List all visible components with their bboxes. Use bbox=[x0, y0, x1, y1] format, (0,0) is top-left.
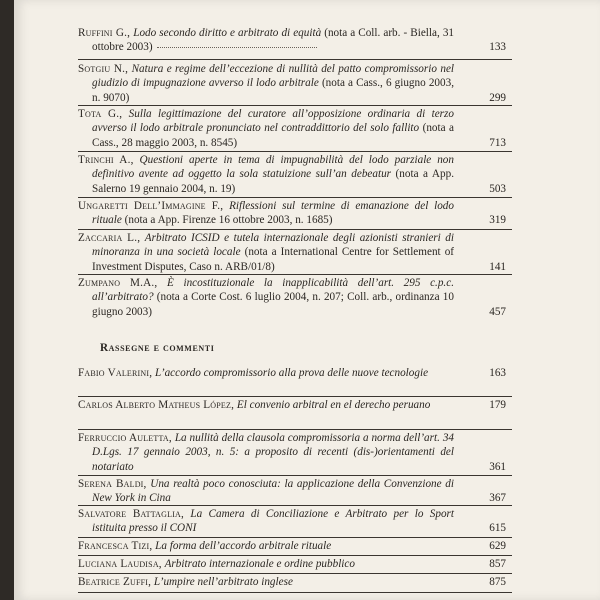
index-entry-matheus-lopez bbox=[78, 398, 512, 412]
entry-page-number: 503 bbox=[489, 182, 506, 195]
entry-divider bbox=[78, 475, 512, 476]
index-entry-sotgiu bbox=[78, 62, 512, 105]
entry-title: Arbitrato internazionale e ordine pubblico bbox=[164, 558, 355, 570]
entry-divider bbox=[78, 555, 512, 556]
entry-title: Natura e regime dell’eccezione di nullità del patto compromissorio nel giudizio di impugnazione avverso il lodo arbitrale bbox=[92, 63, 455, 90]
entry-title: Una realtà poco conosciuta: la applicazione della Convenzione di New York in Cina bbox=[92, 478, 454, 505]
entry-note: (nota a Cass., 28 maggio 2003, n. 8545) bbox=[92, 122, 455, 149]
entry-author: Ruffini G., bbox=[78, 27, 131, 39]
entry-divider bbox=[78, 105, 512, 106]
entry-page-number: 857 bbox=[489, 558, 506, 570]
entry-title: El convenio arbitral en el derecho peruano bbox=[236, 399, 431, 411]
entry-author: Ferruccio Auletta, bbox=[78, 432, 172, 444]
entry-page-number: 629 bbox=[489, 540, 506, 552]
entry-note: (nota a App. Salerno 19 gennaio 2004, n. 19) bbox=[92, 168, 454, 195]
entry-divider bbox=[78, 505, 512, 506]
entry-author: Sotgiu N., bbox=[78, 63, 129, 75]
dot-leader bbox=[157, 46, 317, 48]
entry-page-number: 367 bbox=[489, 492, 506, 505]
entry-author: Luciana Laudisa, bbox=[78, 558, 162, 570]
index-entry-ungaretti bbox=[78, 199, 512, 228]
index-entry-zaccaria bbox=[78, 231, 512, 274]
entry-title: Arbitrato ICSID e tutela internazionale degli azionisti stranieri di minoranza in una società locale bbox=[92, 232, 455, 259]
entry-page-number: 361 bbox=[489, 460, 506, 473]
entry-divider bbox=[78, 429, 512, 430]
entry-title: Riflessioni sul termine di emanazione del lodo rituale bbox=[92, 200, 454, 227]
entry-note: (nota a App. Firenze 16 ottobre 2003, n. 1685) bbox=[121, 214, 333, 227]
entry-title: La nullità della clausola compromissoria a norma dell’art. 34 D.Lgs. 17 gennaio 2003, n. 5: a proposito di recenti (dis-)orientamenti del notariato bbox=[92, 432, 455, 473]
entry-title: Lodo secondo diritto e arbitrato di equità bbox=[133, 27, 322, 39]
index-entry-valerini bbox=[78, 366, 512, 380]
entry-title: L’umpire nell’arbitrato inglese bbox=[153, 576, 293, 588]
entry-divider bbox=[78, 537, 512, 538]
entry-author: Fabio Valerini, bbox=[78, 367, 153, 379]
index-entry-tizi bbox=[78, 539, 512, 553]
entry-title: L’accordo compromissorio alla prova delle nuove tecnologie bbox=[155, 367, 429, 379]
entry-page-number: 163 bbox=[489, 367, 506, 379]
entry-divider bbox=[78, 197, 512, 198]
entry-author: Zumpano M.A., bbox=[78, 277, 158, 289]
book-page bbox=[14, 0, 600, 600]
index-entry-laudisa bbox=[78, 557, 512, 571]
entry-note: (nota a Cass., 6 giugno 2003, n. 9070) bbox=[92, 77, 454, 104]
entry-divider bbox=[78, 151, 512, 152]
entry-title: Questioni aperte in tema di impugnabilità del lodo parziale non definitivo avente ad oggetto la sola statuizione sull’an debeatur bbox=[92, 154, 454, 181]
entry-divider bbox=[78, 573, 512, 574]
entry-note: (nota a International Centre for Settlement of Investment Disputes, Caso n. ARB/01/8) bbox=[92, 246, 455, 273]
entry-author: Beatrice Zuffi, bbox=[78, 576, 152, 588]
entry-page-number: 141 bbox=[489, 260, 506, 273]
entry-divider bbox=[78, 592, 512, 593]
entry-page-number: 713 bbox=[489, 136, 506, 149]
entry-title: È incostituzionale la inapplicabilità dell’art. 295 c.p.c. all’arbitrato? bbox=[92, 277, 454, 304]
entry-divider bbox=[78, 274, 512, 275]
index-entry-zuffi bbox=[78, 575, 512, 589]
index-entry-zumpano bbox=[78, 276, 512, 319]
entry-author: Trinchi A., bbox=[78, 154, 134, 166]
index-entry-auletta bbox=[78, 431, 512, 474]
entry-author: Ungaretti Dell’Immagine F., bbox=[78, 200, 224, 212]
entry-divider bbox=[78, 59, 512, 60]
entry-page-number: 319 bbox=[489, 214, 506, 227]
index-entry-battaglia bbox=[78, 507, 512, 536]
entry-author: Carlos Alberto Matheus López, bbox=[78, 399, 235, 411]
entry-page-number: 875 bbox=[489, 576, 506, 588]
entry-page-number: 615 bbox=[489, 522, 506, 535]
entry-page-number: 299 bbox=[489, 91, 506, 104]
entry-title: La Camera di Conciliazione e Arbitrato per lo Sport istituita presso il CONI bbox=[92, 508, 455, 535]
entry-author: Tota G., bbox=[78, 108, 123, 120]
entry-page-number: 457 bbox=[489, 305, 506, 318]
section-heading: Rassegne e commenti bbox=[100, 342, 215, 354]
entry-author: Serena Baldi, bbox=[78, 478, 147, 490]
index-entry-tota bbox=[78, 107, 512, 150]
entry-divider bbox=[78, 396, 512, 397]
entry-author: Zaccaria L., bbox=[78, 232, 141, 244]
index-entry-ruffini bbox=[78, 26, 512, 55]
entry-author: Salvatore Battaglia, bbox=[78, 508, 185, 520]
index-entry-trinchi bbox=[78, 153, 512, 196]
entry-title: Sulla legittimazione del curatore all’opposizione ordinaria di terzo avverso il lodo arbitrale pronunciato nel contraddittorio del solo fallito bbox=[92, 108, 454, 135]
entry-divider bbox=[78, 229, 512, 230]
entry-note: (nota a Coll. arb. - Biella, 31 ottobre 2003) bbox=[92, 27, 455, 54]
entry-title: La forma dell’accordo arbitrale rituale bbox=[155, 540, 332, 552]
entry-page-number: 133 bbox=[489, 41, 506, 54]
entry-note: (nota a Corte Cost. 6 luglio 2004, n. 207; Coll. arb., ordinanza 10 giugno 2003) bbox=[92, 291, 454, 318]
index-entry-baldi bbox=[78, 477, 512, 506]
entry-author: Francesca Tizi, bbox=[78, 540, 153, 552]
entry-page-number: 179 bbox=[489, 399, 506, 411]
